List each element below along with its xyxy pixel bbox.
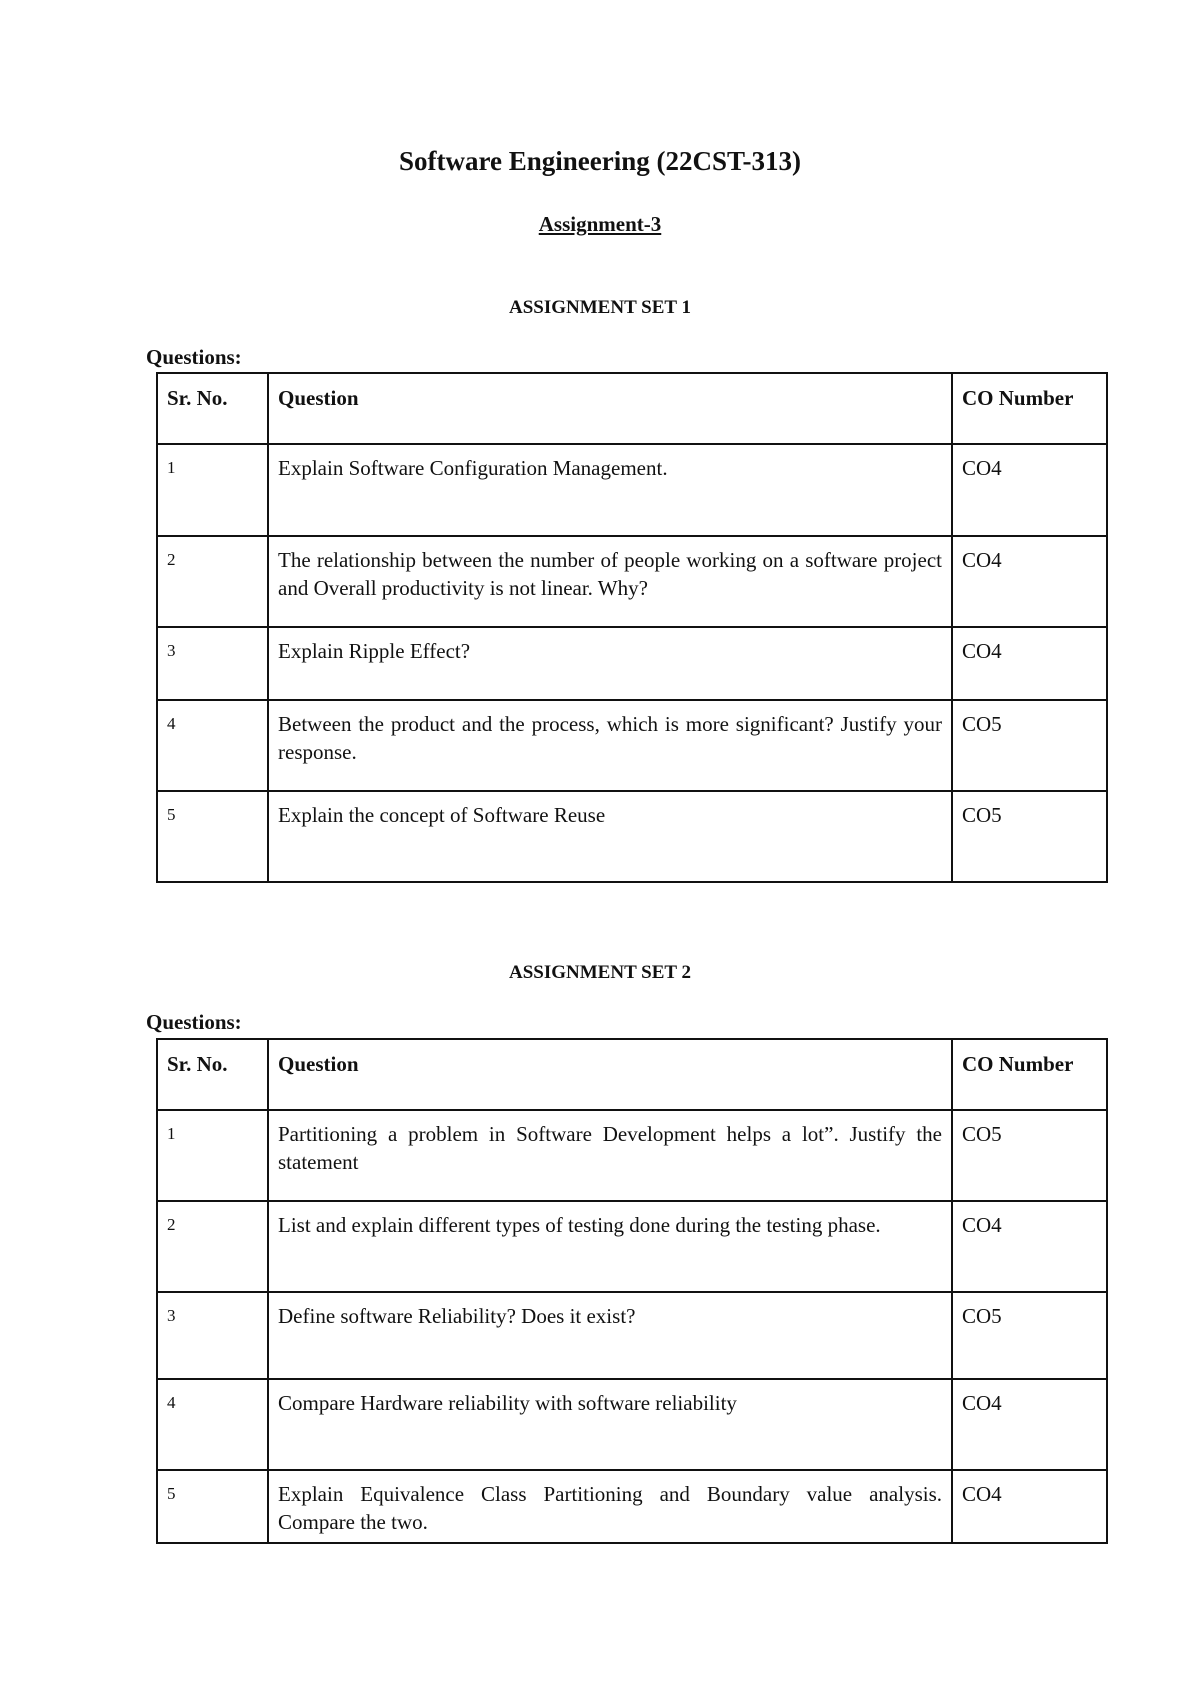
sr-no-cell: 2	[157, 536, 268, 627]
sr-no-cell: 2	[157, 1201, 268, 1292]
set-1-questions-label: Questions:	[146, 345, 242, 369]
sr-no-cell: 3	[157, 627, 268, 700]
sr-no-cell: 1	[157, 444, 268, 536]
co-number-cell: CO4	[952, 1379, 1107, 1470]
question-cell: Explain Software Configuration Management.	[268, 444, 952, 536]
column-header-sr-no: Sr. No.	[157, 373, 268, 444]
question-cell: List and explain different types of testing done during the testing phase.	[268, 1201, 952, 1292]
table-row	[157, 700, 1107, 791]
sr-no-cell: 3	[157, 1292, 268, 1379]
co-number-cell: CO5	[952, 700, 1107, 791]
question-cell: The relationship between the number of people working on a software project and Overall productivity is not linear. Why?	[268, 536, 952, 627]
set-2-question-table	[156, 1038, 1108, 1544]
sr-no-cell: 5	[157, 791, 268, 882]
table-row	[157, 1470, 1107, 1543]
column-header-question: Question	[268, 373, 952, 444]
question-cell: Between the product and the process, which is more significant? Justify your response.	[268, 700, 952, 791]
table-row	[157, 1201, 1107, 1292]
question-cell: Explain Equivalence Class Partitioning and Boundary value analysis. Compare the two.	[268, 1470, 952, 1543]
set-2-questions-label: Questions:	[146, 1010, 242, 1034]
sr-no-cell: 4	[157, 1379, 268, 1470]
assignment-label: Assignment-3	[538, 212, 662, 236]
question-cell: Compare Hardware reliability with software reliability	[268, 1379, 952, 1470]
set-1-question-table	[156, 372, 1108, 883]
co-number-cell: CO5	[952, 791, 1107, 882]
table-row	[157, 1379, 1107, 1470]
table-header-row	[157, 1039, 1107, 1110]
sr-no-cell: 4	[157, 700, 268, 791]
page-title: Software Engineering (22CST-313)	[398, 146, 801, 176]
question-cell: Explain Ripple Effect?	[268, 627, 952, 700]
co-number-cell: CO4	[952, 1470, 1107, 1543]
table-row	[157, 444, 1107, 536]
co-number-cell: CO4	[952, 1201, 1107, 1292]
co-number-cell: CO4	[952, 444, 1107, 536]
column-header-co-number: CO Number	[952, 1039, 1107, 1110]
co-number-cell: CO5	[952, 1110, 1107, 1201]
sr-no-cell: 1	[157, 1110, 268, 1201]
table-row	[157, 627, 1107, 700]
table-row	[157, 791, 1107, 882]
question-cell: Explain the concept of Software Reuse	[268, 791, 952, 882]
column-header-co-number: CO Number	[952, 373, 1107, 444]
co-number-cell: CO4	[952, 536, 1107, 627]
set-2-heading: ASSIGNMENT SET 2	[509, 962, 691, 983]
assignment-heading	[0, 212, 1200, 237]
question-cell: Partitioning a problem in Software Development helps a lot”. Justify the statement	[268, 1110, 952, 1201]
set-1-heading: ASSIGNMENT SET 1	[509, 297, 691, 318]
table-row	[157, 1110, 1107, 1201]
sr-no-cell: 5	[157, 1470, 268, 1543]
column-header-question: Question	[268, 1039, 952, 1110]
column-header-sr-no: Sr. No.	[157, 1039, 268, 1110]
table-row	[157, 1292, 1107, 1379]
table-row	[157, 536, 1107, 627]
co-number-cell: CO4	[952, 627, 1107, 700]
co-number-cell: CO5	[952, 1292, 1107, 1379]
question-cell: Define software Reliability? Does it exist?	[268, 1292, 952, 1379]
table-header-row	[157, 373, 1107, 444]
